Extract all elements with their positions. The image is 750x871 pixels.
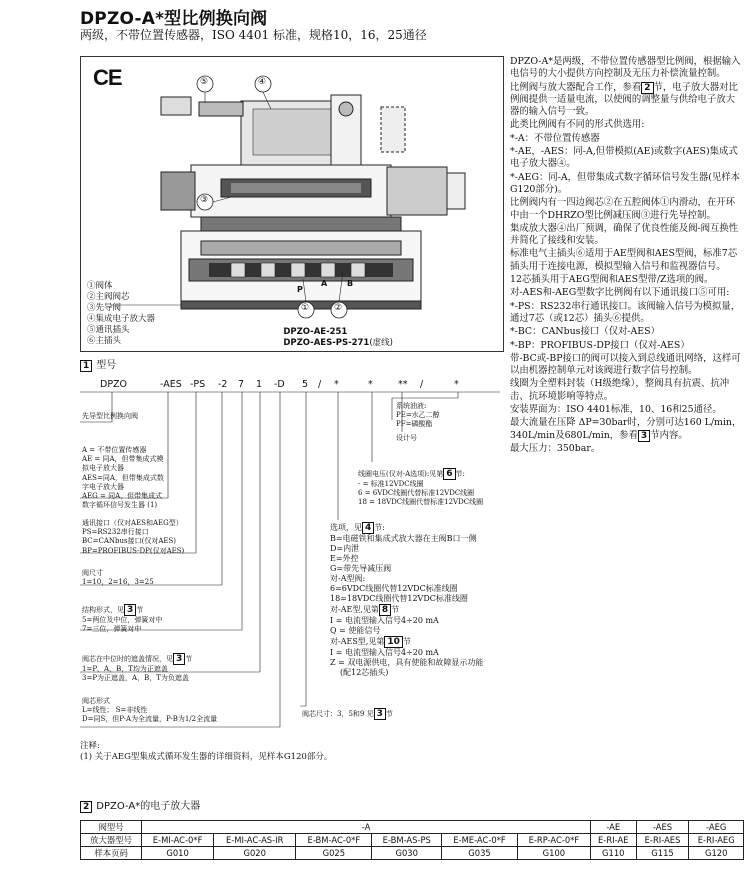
desc-p12: *-PS：RS232串行通讯接口。该阀输入信号为模拟量，通过7芯（或12芯）插头⑥提供。	[510, 300, 741, 324]
table-row: 样本页码 G010 G020 G025 G030 G035 G100 G110 G115 G120	[81, 847, 744, 860]
table-row: 放大器型号 E-MI-AC-0*F E-MI-AC-AS-IR E-BM-AC-0*F E-BM-AS-PS E-ME-AC-0*F E-RP-AC-0*F E-RI-AE E-RI-AES E-RI-AEG	[81, 834, 744, 847]
code-part: 7	[238, 379, 245, 390]
part-1: ①阀体	[87, 281, 113, 291]
code-part: *	[368, 379, 373, 390]
desc-p19: 最大压力：350bar。	[510, 442, 601, 454]
description: DPZO-A*是两级，不带位置传感器型比例阀，根据输入电信号的大小提供方向控制及无压力补偿流量控制。 比例阀与放大器配合工作，参看 2 节，电子放大器对比例阀提供一适量电流，以使阀的调整量与供给电子放大器的输入信号一致。 此类比例阀有不同的形式供选用: *-A：不带位置传感器 *-AE，-AES：同-A,但带模拟(AE)或数字(AES)集成式电子放大器④。 *-AEG：同-A，但带集成式数字循环信号发生器(见样本G120部分)。 比例阀内有一四边阀芯②在五腔阀体①内滑动，在开环中由一个DHRZO型比例减压阀③进行先导控制。 集成放大器④出厂预调，确保了优良性能及阀-阀互换性并简化了接线和安装。 标准电气主插头⑥适用于AE型阀和AES型阀，标准7芯插头用于连接电源，模拟型输入信号和监视器信号。 12芯插头用于AEG型阀和AES型带/Z选项的阀。 对-AES和-AEG型数字比例阀有以下通讯接口⑤可用: *-PS：RS232串行通讯接口。该阀输入信号为模拟量，通过7芯（或12芯）插头⑥提供。 *-BC：CANbus接口（仅对-AES） *-BP：PROFIBUS-DP接口（仅对-AES） 带-BC或-BP接口的阀可以接入到总线通讯网络，这样可以由机器控制单元对该阀进行数字信号控制。 线圈为全塑料封装（H级绝缘），整阀具有抗震、抗冲击、抗环境影响等特点。 安装界面为：ISO 4401标准，10、16和25通径。 最大流量在压降 ΔP=30bar时，分别可达160 L/min，340L/min及680L/min，参看 3 节内容。 最大压力：350bar。	[510, 56, 742, 454]
code-part: -2	[218, 379, 228, 390]
model-2-suffix: (虚线)	[369, 338, 393, 348]
desc-p8: 集成放大器④出厂预调，确保了优良性能及阀-阀互换性并简化了接线和安装。	[510, 222, 739, 247]
page-subtitle: 两级，不带位置传感器，ISO 4401 标准，规格10，16，25通径	[80, 28, 427, 42]
label-coil: 线圈电压(仅对-A选项):见第 6 节: - = 标准12VDC线圈 6 = 6VDC线圈代替标准12VDC线圈 18 = 18VDC线圈代替标准12VDC线圈	[358, 469, 484, 507]
callout-4: ④	[258, 77, 267, 87]
section-number: 1	[80, 360, 92, 372]
section-ref[interactable]: 2	[641, 82, 653, 94]
desc-p9: 标准电气主插头⑥适用于AE型阀和AES型阀，标准7芯插头用于连接电源，模拟型输入信号和监视器信号。	[510, 248, 738, 272]
desc-p15: 带-BC或-BP接口的阀可以接入到总线通讯网络，这样可以由机器控制单元对该阀进行数字信号控制。	[510, 352, 741, 377]
desc-p4: *-A：不带位置传感器	[510, 132, 600, 144]
code-part: /	[420, 379, 424, 390]
desc-p10: 12芯插头用于AEG型阀和AES型带/Z选项的阀。	[510, 274, 714, 286]
desc-p14: *-BP：PROFIBUS-DP接口（仅对-AES）	[510, 339, 690, 351]
section-ref[interactable]: 3	[638, 430, 650, 442]
port-b: B	[347, 279, 354, 288]
code-part: DPZO	[100, 379, 128, 390]
section-title: DPZO-A*的电子放大器	[96, 801, 201, 812]
callout-3: ③	[200, 195, 209, 205]
code-part: *	[454, 379, 459, 390]
page-title: DPZO-A*型比例换向阀	[80, 9, 268, 29]
label-design: 设计号	[396, 434, 417, 442]
desc-p3: 此类比例阀有不同的形式供选用:	[510, 119, 645, 131]
label-seals: 系统油液: PE=水乙二醇 PF=磷酸酯	[396, 402, 440, 429]
port-p: P	[297, 285, 303, 294]
amplifier-table	[80, 820, 744, 860]
model-2: DPZO-AES-PS-271	[283, 338, 370, 348]
label-spool-config: 结构形式，见 3 节 5=两位及中位，弹簧对中 7=三位，弹簧对中	[82, 605, 163, 634]
callout-5: ⑤	[200, 77, 209, 87]
label-size: 阀尺寸 1=10，2=16，3=25	[82, 569, 154, 587]
code-part: *	[334, 379, 339, 390]
code-part: /	[318, 379, 322, 390]
desc-p11: 对-AES和-AEG型数字比例阀有以下通讯接口⑤可用:	[510, 287, 730, 299]
desc-p7: 比例阀内有一四边阀芯②在五腔阀体①内滑动，在开环中由一个DHRZO型比例减压阀③进行先导控制。	[510, 197, 736, 221]
ce-mark: CE	[93, 65, 122, 90]
note-1: (1) 关于AEG型集成式循环发生器的详细资料，见样本G120部分。	[80, 752, 333, 762]
code-part: -AES	[160, 379, 182, 390]
label-spool-type: 阀芯形式 L=线性； S=非线性 D=同S，但P-A为全流量，P-B为1/2全流量	[82, 697, 218, 724]
label-pilot: 先导型比例换向阀	[82, 412, 138, 420]
desc-p17: 安装界面为：ISO 4401标准，10、16和25通径。	[510, 404, 722, 416]
port-a: A	[321, 279, 328, 288]
part-3: ③先导阀	[87, 303, 122, 313]
label-amplifier: A = 不带位置传感器 AE = 同A，但带集成式模拟电子放大器 AES=同A，但带集成式数字电子放大器 AEG = 同A，但带集成式数字循环信号发生器 (1)	[82, 446, 164, 510]
code-part: 1	[256, 379, 263, 390]
table-row: 阀型号 -A -AE -AES -AEG	[81, 821, 744, 834]
desc-p5: *-AE，-AES：同-A,但带模拟(AE)或数字(AES)集成式电子放大器④。	[510, 146, 738, 170]
callout-1: ①	[301, 303, 310, 313]
section-amp-heading	[80, 797, 200, 813]
desc-p16: 线圈为全塑料封装（H级绝缘），整阀具有抗震、抗冲击、抗环境影响等特点。	[510, 378, 730, 402]
code-part: -D	[274, 379, 285, 390]
code-part: **	[398, 379, 408, 390]
label-spool-size: 阀芯尺寸：3，5和9 见 3 节	[302, 709, 393, 719]
part-4: ④集成电子放大器	[87, 314, 156, 324]
label-options: 选项，见 4 节: B=电磁铁和集成式放大器在主阀B口一侧 D=内泄 E=外控 G=带先导减压阀 对-A型阀: 6=6VDC线圈代替12VDC标准线圈 18=18VDC线圈代替12VDC标准线圈 对-AE型,见第 8 节 I = 电流型输入信号4÷20 mA Q = 使能信号 对-AES型,见第 10 节 I = 电流型输入信号4÷20 mA Z = 双电源供电，具有使能和故障显示功能 (配12芯插头)	[330, 523, 484, 677]
part-2: ②主阀阀芯	[87, 292, 130, 302]
desc-p13: *-BC：CANbus接口（仅对-AES）	[510, 326, 660, 338]
desc-p6: *-AEG：同-A，但带集成式数字循环信号发生器(见样本G120部分)。	[510, 171, 741, 195]
code-part: -PS	[190, 379, 206, 390]
model-1: DPZO-AE-251	[283, 327, 348, 337]
label-overlap: 阀芯在中位时的遮盖情况，见 3 节 1=P，A，B，T均为正遮盖 3=P为正遮盖，A，B，T为负遮盖	[82, 654, 193, 683]
section-title: 型号	[96, 360, 117, 371]
notes-title: 注释:	[80, 741, 100, 751]
desc-p1: DPZO-A*是两级，不带位置传感器型比例阀，根据输入电信号的大小提供方向控制及无压力补偿流量控制。	[510, 56, 741, 80]
label-comm: 通讯接口（仅对AES和AEG型） PS=RS232串行接口 BC=CANbus接口(仅对AES) BP=PROFIBUS-DP(仅对AES)	[82, 519, 185, 555]
section-number: 2	[80, 801, 92, 813]
callout-2: ②	[334, 303, 343, 313]
part-6: ⑥主插头	[87, 336, 122, 346]
code-part: 5	[302, 379, 309, 390]
part-5: ⑤通讯插头	[87, 325, 130, 335]
notes	[80, 741, 332, 763]
